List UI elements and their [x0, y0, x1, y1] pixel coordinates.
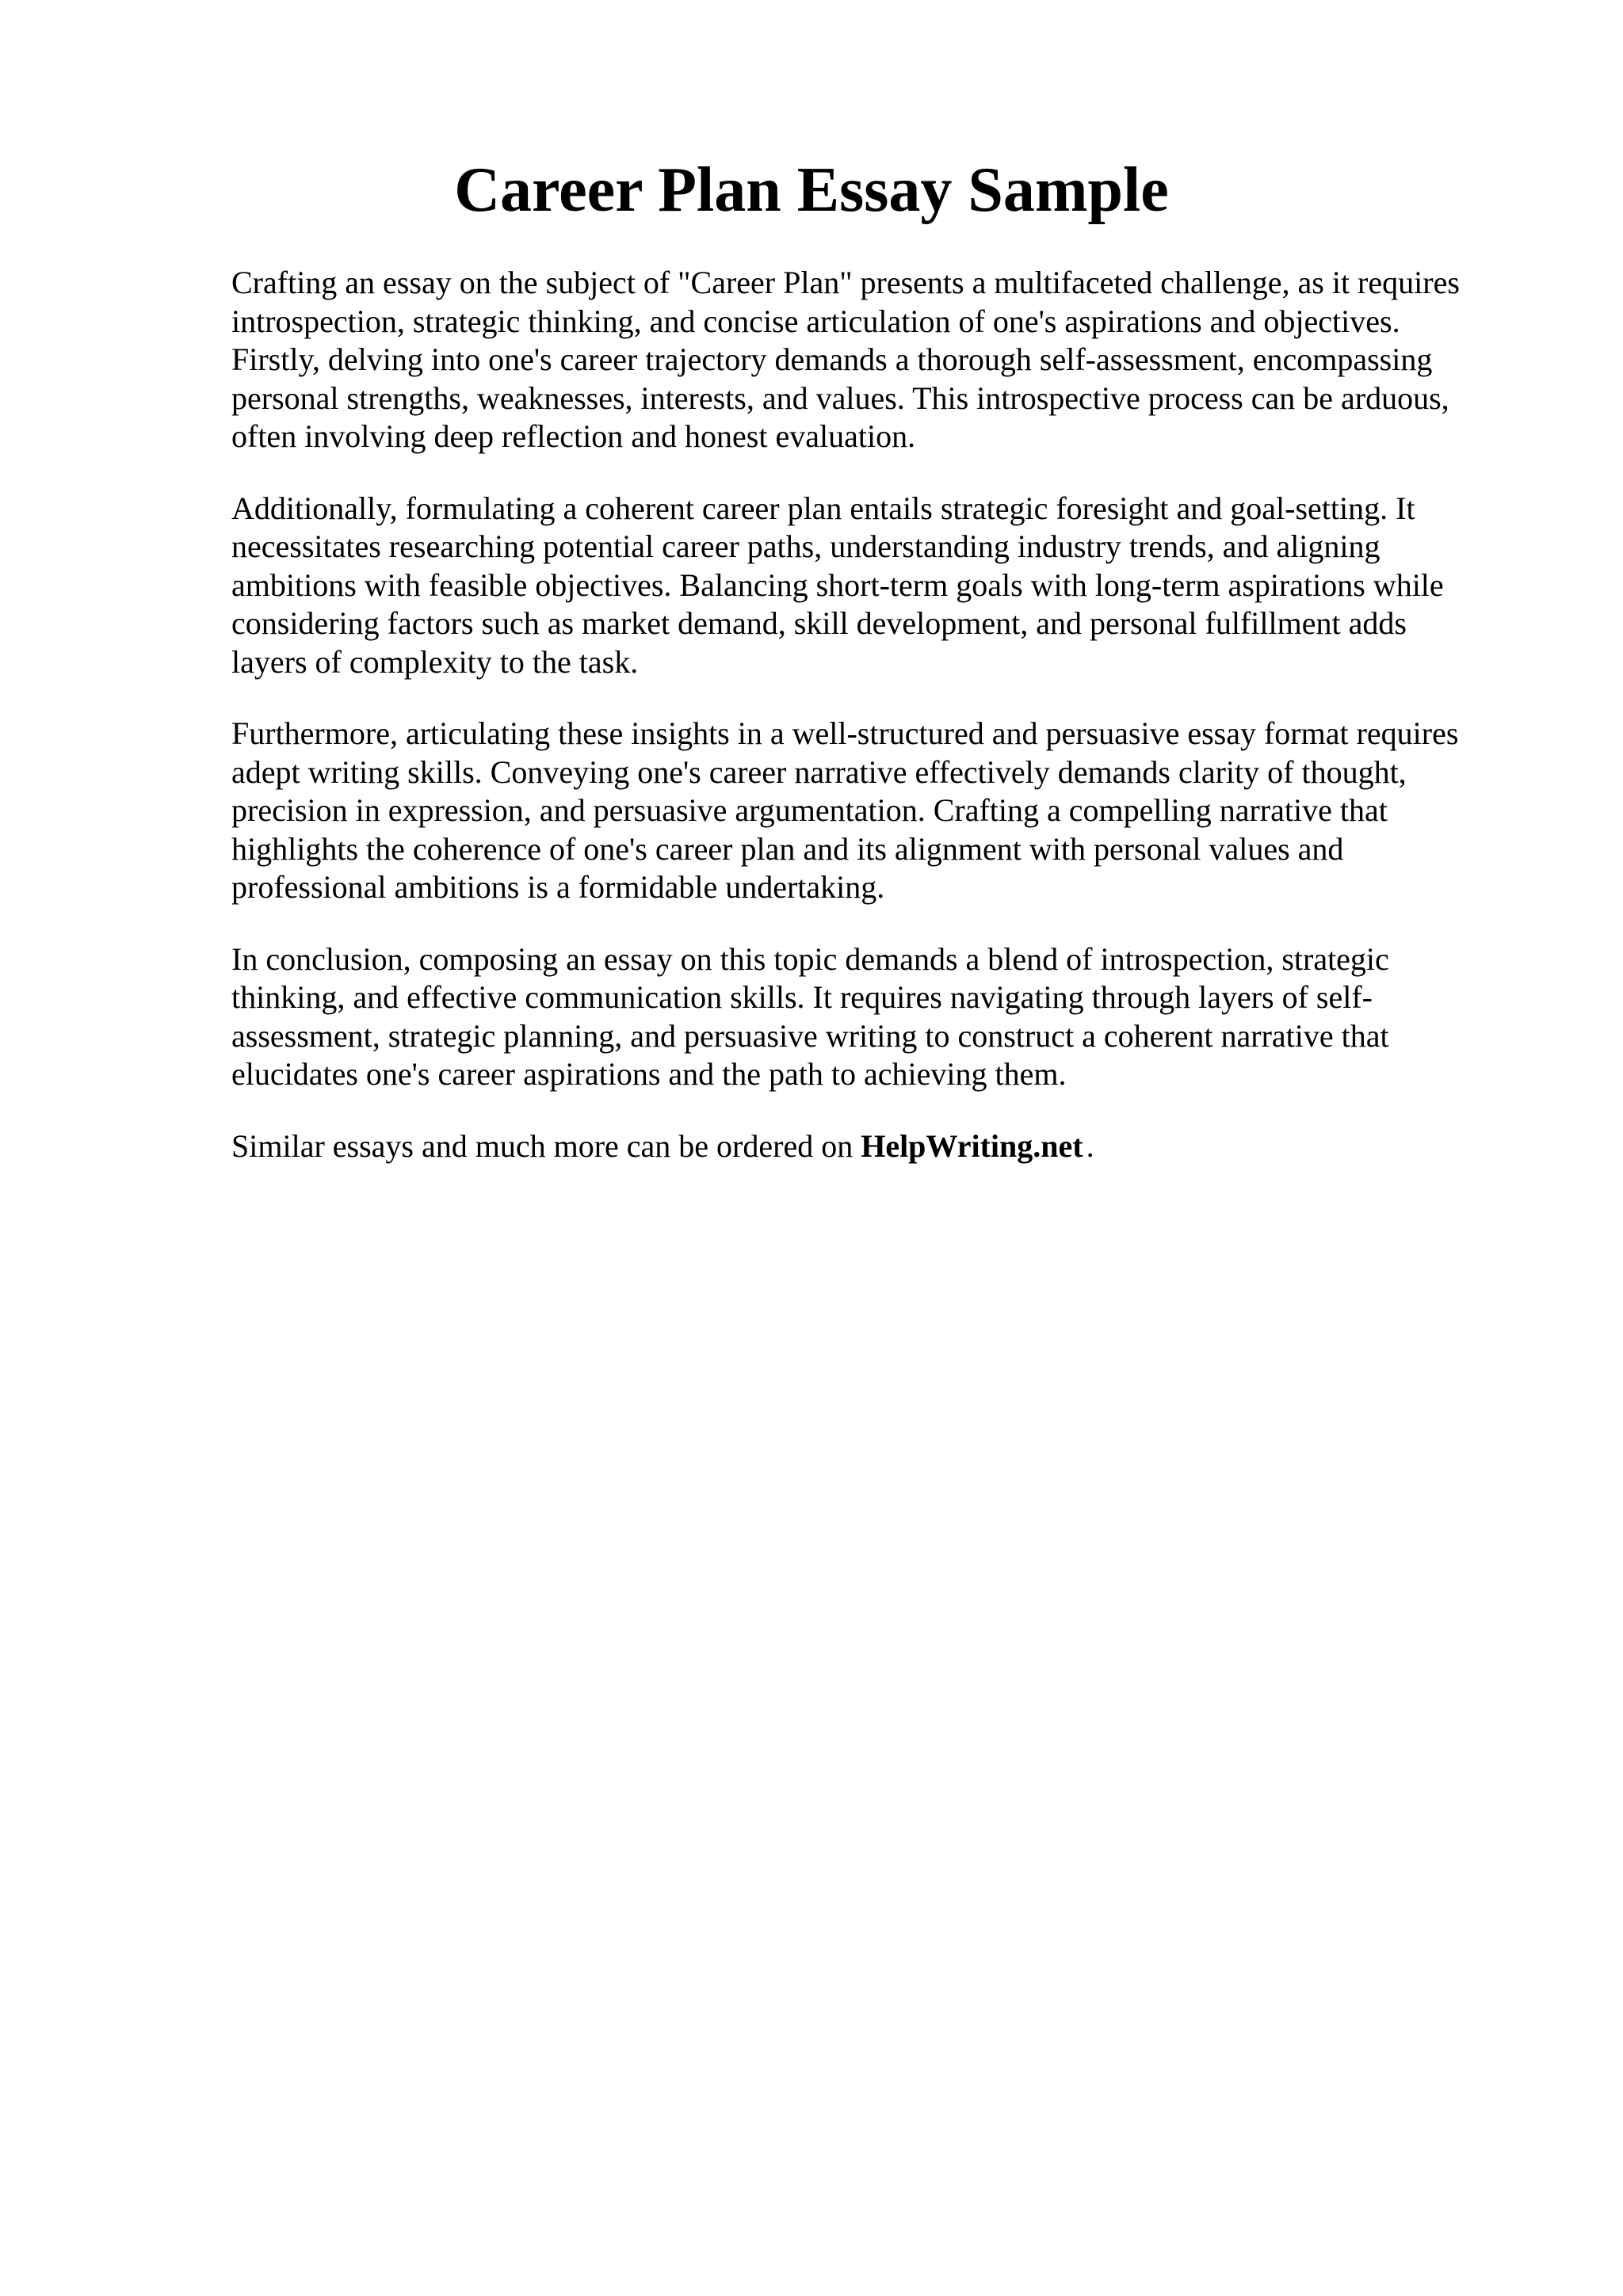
paragraph-3 — [231, 715, 1531, 907]
text-line: Crafting an essay on the subject of "Career Plan" presents a multifaceted challenge, as it requires — [231, 265, 1460, 300]
text-line: highlights the coherence of one's career plan and its alignment with personal values and — [231, 830, 1344, 867]
text-line: Furthermore, articulating these insights in a well-structured and persuasive essay format requires — [231, 715, 1459, 751]
page-title: Career Plan Essay Sample — [454, 155, 1169, 225]
footer-text: Similar essays and much more can be ordered on — [231, 1127, 854, 1164]
text-line: thinking, and effective communication skills. It requires navigating through layers of self- — [231, 979, 1373, 1015]
text-line: necessitates researching potential career paths, understanding industry trends, and aligning — [231, 528, 1381, 564]
text-line: layers of complexity to the task. — [231, 643, 639, 680]
text-line: considering factors such as market demand, skill development, and personal fulfillment adds — [231, 605, 1407, 641]
footer-note — [231, 1127, 1531, 1166]
footer-period: . — [1086, 1127, 1094, 1164]
text-line: In conclusion, composing an essay on this topic demands a blend of introspection, strategic — [231, 940, 1389, 977]
text-line: Firstly, delving into one's career trajectory demands a thorough self-assessment, encompassing — [231, 341, 1433, 377]
text-line: professional ambitions is a formidable undertaking. — [231, 869, 885, 905]
text-line: ambitions with feasible objectives. Balancing short-term goals with long-term aspirations while — [231, 566, 1444, 603]
paragraph-1 — [231, 264, 1531, 456]
text-line: personal strengths, weaknesses, interests, and values. This introspective process can be arduous, — [231, 379, 1449, 416]
paragraph-4 — [231, 940, 1531, 1094]
text-line: precision in expression, and persuasive argumentation. Crafting a compelling narrative that — [231, 792, 1388, 828]
text-line: adept writing skills. Conveying one's career narrative effectively demands clarity of thought, — [231, 753, 1407, 790]
text-line: elucidates one's career aspirations and the path to achieving them. — [231, 1056, 1067, 1092]
text-line: assessment, strategic planning, and persuasive writing to construct a coherent narrative that — [231, 1017, 1389, 1054]
text-line: often involving deep reflection and honest evaluation. — [231, 418, 916, 454]
essay-body — [231, 264, 1531, 1165]
text-line: Additionally, formulating a coherent career plan entails strategic foresight and goal-setting. It — [231, 490, 1415, 526]
paragraph-2 — [231, 490, 1531, 682]
helpwriting-link[interactable]: HelpWriting.net — [861, 1127, 1083, 1164]
text-line: introspection, strategic thinking, and concise articulation of one's aspirations and objectives. — [231, 303, 1400, 339]
